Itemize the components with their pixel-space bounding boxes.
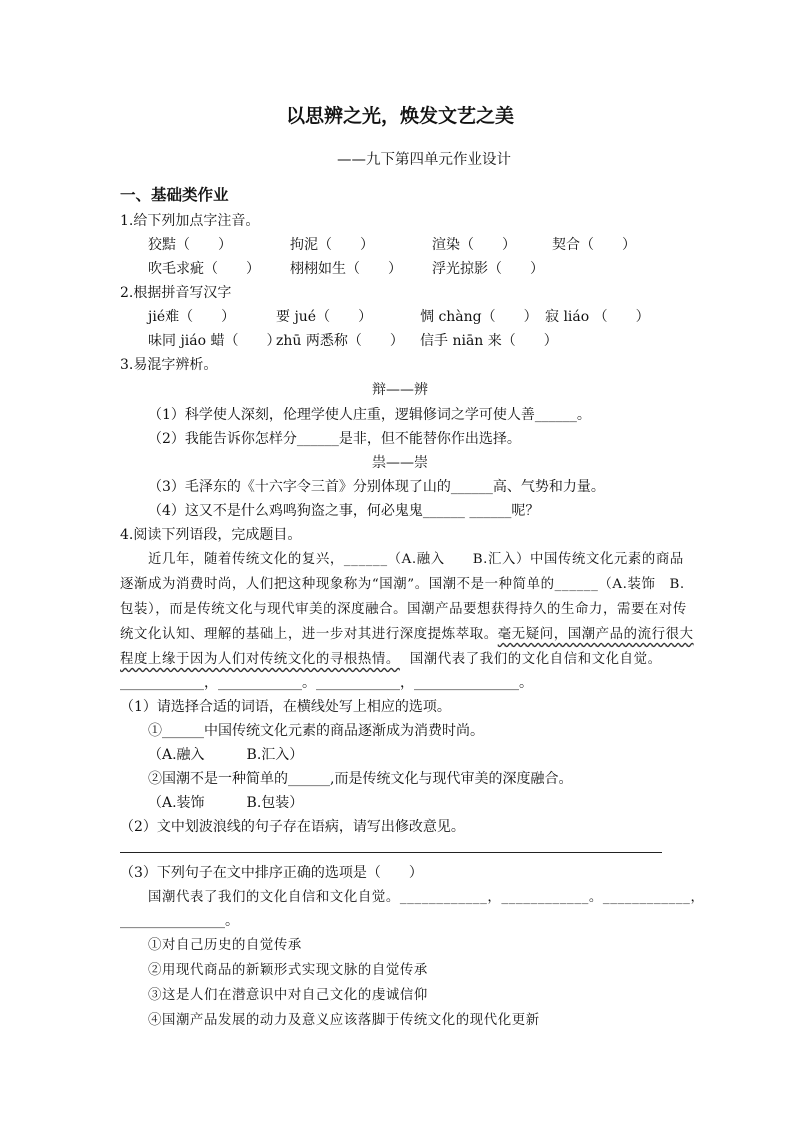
question-2-prompt: 2.根据拼音写汉字 <box>120 285 232 301</box>
page-title: 以思辨之光，焕发文艺之美 <box>285 105 514 127</box>
answer-line[interactable] <box>120 852 662 853</box>
sentence: （2）我能告诉你怎样分______是非，但不能替你作出选择。 <box>148 431 521 447</box>
char-pair-heading: 祟——崇 <box>372 455 428 471</box>
page-subtitle: ——九下第四单元作业设计 <box>337 152 511 168</box>
hanzi-item: 寂 liáo （ ） <box>545 309 650 325</box>
passage-line: 包装），而是传统文化与现代审美的深度融合。国潮产品要想获得持久的生命力，需要在对传 <box>120 602 687 617</box>
char-pair-heading: 辩——辨 <box>372 382 428 398</box>
subquestion-1-options: （A.融入 B.汇入） <box>148 747 304 763</box>
passage-text: 国潮代表了我们的文化自信和文化自觉。 <box>409 652 662 667</box>
option-item: ③这是人们在潜意识中对自己文化的虔诚信仰 <box>148 988 428 1003</box>
hanzi-item: 信手 niān 来（ ） <box>420 333 558 349</box>
hanzi-item: 惆 chàng（ ） <box>420 309 538 325</box>
passage-line: 近几年，随着传统文化的复兴，______（A.融入 B.汇入）中国传统文化元素的商品 <box>148 552 684 567</box>
question-4-prompt: 4.阅读下列语段，完成题目。 <box>120 527 302 543</box>
pinyin-item: 渲染（ ） <box>432 237 516 253</box>
subquestion-2: （2）文中划波浪线的句子存在语病，请写出修改意见。 <box>120 819 465 835</box>
passage-line <box>120 625 694 645</box>
hanzi-item: 味同 jiáo 蜡（ ） <box>148 333 281 349</box>
pinyin-item: 契合（ ） <box>552 237 636 253</box>
section-heading: 一、基础类作业 <box>120 186 229 204</box>
subquestion-1-item: ①______中国传统文化元素的商品逐渐成为消费时尚。 <box>148 723 484 739</box>
subquestion-1-item: ②国潮不是一种简单的______,而是传统文化与现代审美的深度融合。 <box>148 771 573 787</box>
passage-line <box>120 650 662 670</box>
wavy-underlined-sentence: 毫无疑问，国潮产品的流行很大 <box>497 627 694 642</box>
hanzi-item: 要 jué（ ） <box>276 309 373 325</box>
pinyin-item: 吹毛求疵（ ） <box>148 261 260 277</box>
sentence: （3）毛泽东的《十六字令三首》分别体现了山的______高、气势和力量。 <box>148 479 605 495</box>
option-item: ④国潮产品发展的动力及意义应该落脚于传统文化的现代化更新 <box>148 1013 540 1028</box>
option-item: ②用现代商品的新颖形式实现文脉的自觉传承 <box>148 963 428 978</box>
sentence: （1）科学使人深刻，伦理学使人庄重，逻辑修词之学可使人善______。 <box>148 407 591 423</box>
option-item: ①对自己历史的自觉传承 <box>148 938 302 953</box>
blank-line[interactable]: ____________，____________。____________，_______________。 <box>120 675 533 691</box>
passage-line: 逐渐成为消费时尚，人们把这种现象称为“国潮”。国潮不是一种简单的______（A.装饰 B. <box>120 577 685 592</box>
pinyin-item: 狡黠（ ） <box>148 237 232 253</box>
subquestion-3: （3）下列句子在文中排序正确的选项是（ ） <box>120 865 423 881</box>
blank-line[interactable]: _______________。 <box>120 913 239 929</box>
pinyin-item: 栩栩如生（ ） <box>290 261 402 277</box>
pinyin-item: 拘泥（ ） <box>290 237 374 253</box>
wavy-underlined-sentence: 程度上缘于因为人们对传统文化的寻根热情。 <box>120 652 400 667</box>
subquestion-1-options: （A.装饰 B.包装） <box>148 795 304 811</box>
pinyin-item: 浮光掠影（ ） <box>432 261 544 277</box>
hanzi-item: jié难（ ） <box>148 309 236 325</box>
hanzi-item: zhū 两悉称（ ） <box>276 333 404 349</box>
sentence: （4）这又不是什么鸡鸣狗盗之事，何必鬼鬼______ ______呢？ <box>148 503 540 519</box>
passage-text: 统文化认知、理解的基础上，进一步对其进行深度提炼萃取。 <box>120 627 498 642</box>
subquestion-1: （1）请选择合适的词语，在横线处写上相应的选项。 <box>120 699 451 715</box>
question-1-prompt: 1.给下列加点字注音。 <box>120 213 260 229</box>
ordering-sentence: 国潮代表了我们的文化自信和文化自觉。____________，____________。____________， <box>148 890 705 905</box>
question-3-prompt: 3.易混字辨析。 <box>120 357 218 373</box>
